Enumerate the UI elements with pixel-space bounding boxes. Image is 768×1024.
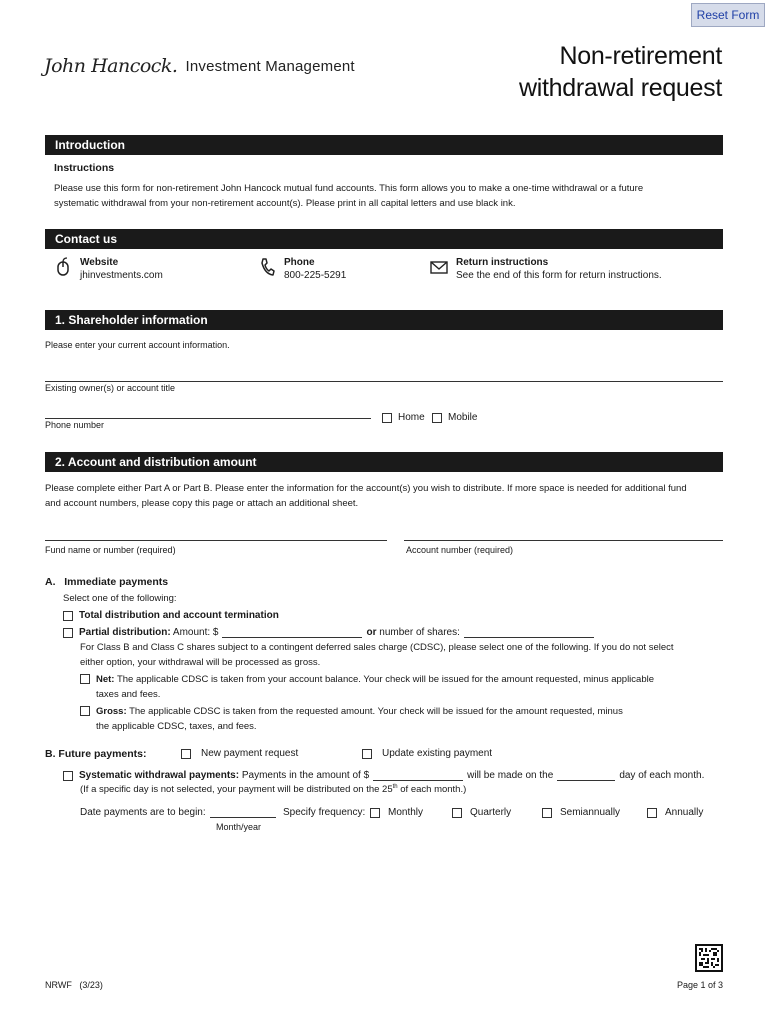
shareholder-info-header: 1. Shareholder information <box>45 310 723 330</box>
monthly-label: Monthly <box>388 807 424 818</box>
semiannually-option <box>542 807 620 818</box>
partial-distribution-checkbox[interactable] <box>63 628 73 638</box>
quarterly-option <box>452 807 511 818</box>
gross-label: Gross: <box>96 706 127 717</box>
page-number: Page 1 of 3 <box>676 980 723 990</box>
introduction-header: Introduction <box>45 135 723 155</box>
home-option <box>382 412 425 423</box>
date-begin-field[interactable] <box>210 807 276 818</box>
account-field[interactable] <box>404 540 723 541</box>
net-text1: The applicable CDSC is taken from your account balance. Your check will be issued for the amount requested, minus applicable <box>114 674 654 685</box>
update-payment-label: Update existing payment <box>382 748 493 759</box>
section2-intro-line2: and account numbers, please copy this page or attach an additional sheet. <box>45 498 359 509</box>
month-year-label: Month/year <box>216 822 262 832</box>
swp-note <box>80 784 466 795</box>
instructions-line2: systematic withdrawal from your non-retirement account(s). Please print in all capital letters and use black ink. <box>54 198 516 209</box>
new-payment-label: New payment request <box>201 748 299 759</box>
cdsc-line1: For Class B and Class C shares subject to a contingent deferred sales charge (CDSC), please select one of the following. If you do not select <box>80 642 674 653</box>
mobile-option <box>432 412 477 423</box>
website-link[interactable]: jhinvestments.com <box>80 270 163 281</box>
owner-label: Existing owner(s) or account title <box>45 383 176 393</box>
semiannually-label: Semiannually <box>560 807 621 818</box>
contact-us-header: Contact us <box>45 229 723 249</box>
home-label: Home <box>398 412 425 423</box>
contact-website <box>54 256 163 283</box>
phone-icon <box>258 256 276 278</box>
monthly-checkbox[interactable] <box>370 808 380 818</box>
swp-checkbox[interactable] <box>63 771 73 781</box>
swp-note-sup: th <box>392 784 398 790</box>
partial-or: or <box>366 627 377 638</box>
swp-option <box>63 770 704 781</box>
cdsc-note <box>80 640 720 670</box>
quarterly-checkbox[interactable] <box>452 808 462 818</box>
swp-end-label: day of each month. <box>619 770 705 781</box>
title-line2: withdrawal request <box>518 74 722 102</box>
part-a-select: Select one of the following: <box>63 593 177 604</box>
account-label: Account number (required) <box>406 545 514 555</box>
website-label: Website <box>80 257 119 268</box>
swp-amount-label: Payments in the amount of $ <box>239 770 370 781</box>
partial-distribution-label: Partial distribution: <box>79 627 171 638</box>
title-line1: Non-retirement <box>559 42 722 70</box>
update-payment-checkbox[interactable] <box>362 749 372 759</box>
monthly-option <box>370 807 423 818</box>
gross-text2: the applicable CDSC, taxes, and fees. <box>96 721 257 732</box>
section2-intro-line1: Please complete either Part A or Part B. Please enter the information for the account(s) you wish to distribute. If more space is needed for additional fund <box>45 483 687 494</box>
net-text2: taxes and fees. <box>96 689 161 700</box>
document-title <box>519 40 722 104</box>
annually-option <box>647 807 703 818</box>
account-distribution-header: 2. Account and distribution amount <box>45 452 723 472</box>
barcode-icon <box>695 944 723 972</box>
swp-note-b: of each month.) <box>397 784 467 796</box>
partial-shares-field[interactable] <box>464 627 594 638</box>
contact-phone <box>258 256 346 283</box>
total-distribution-label: Total distribution and account termination <box>79 610 279 621</box>
mobile-label: Mobile <box>448 412 478 423</box>
return-label: Return instructions <box>456 257 549 268</box>
date-begin-row <box>80 807 276 818</box>
gross-checkbox[interactable] <box>80 706 90 716</box>
logo-script: John Hancock. <box>44 55 178 77</box>
net-option <box>80 672 710 702</box>
net-label: Net: <box>96 674 115 685</box>
total-distribution-checkbox[interactable] <box>63 611 73 621</box>
shareholder-intro: Please enter your current account information. <box>45 340 230 350</box>
logo-text: Investment Management <box>185 57 355 75</box>
quarterly-label: Quarterly <box>470 807 512 818</box>
cdsc-line2: either option, your withdrawal will be processed as gross. <box>80 657 321 668</box>
swp-mid-label: will be made on the <box>467 770 554 781</box>
update-payment-option <box>362 748 492 759</box>
partial-shares-label: number of shares: <box>376 627 460 638</box>
phone-field[interactable] <box>45 418 371 419</box>
gross-text1: The applicable CDSC is taken from the requested amount. Your check will be issued for the amount requested, minus <box>126 706 623 717</box>
swp-note-a: (If a specific day is not selected, your payment will be distributed on the 25 <box>80 784 393 796</box>
swp-amount-field[interactable] <box>373 770 463 781</box>
partial-distribution-option <box>63 627 594 638</box>
mobile-checkbox[interactable] <box>432 413 442 423</box>
contact-return <box>430 256 662 283</box>
swp-label: Systematic withdrawal payments: <box>79 770 240 781</box>
annually-label: Annually <box>665 807 704 818</box>
new-payment-option <box>181 748 298 759</box>
new-payment-checkbox[interactable] <box>181 749 191 759</box>
part-b-title: B. Future payments: <box>45 748 147 760</box>
partial-amount-field[interactable] <box>222 627 362 638</box>
gross-option <box>80 704 710 734</box>
date-begin-label: Date payments are to begin: <box>80 807 206 818</box>
phone-number: 800-225-5291 <box>284 270 347 281</box>
phone-label: Phone <box>284 257 315 268</box>
semiannually-checkbox[interactable] <box>542 808 552 818</box>
partial-amount-label: Amount: $ <box>170 627 219 638</box>
fund-field[interactable] <box>45 540 387 541</box>
john-hancock-logo <box>44 46 355 86</box>
instructions-text <box>54 181 724 211</box>
instructions-heading: Instructions <box>54 162 115 174</box>
form-code: NRWF (3/23) <box>45 980 103 990</box>
frequency-label: Specify frequency: <box>283 807 366 818</box>
part-a-title: A. Immediate payments <box>45 576 169 588</box>
home-checkbox[interactable] <box>382 413 392 423</box>
phone-field-label: Phone number <box>45 420 105 430</box>
mouse-icon <box>54 256 72 278</box>
envelope-icon <box>430 256 448 278</box>
instructions-line1: Please use this form for non-retirement John Hancock mutual fund accounts. This form allows you to make a one-time withdrawal or a future <box>54 183 644 194</box>
fund-label: Fund name or number (required) <box>45 545 176 555</box>
owner-field[interactable] <box>45 381 723 382</box>
net-checkbox[interactable] <box>80 674 90 684</box>
return-text: See the end of this form for return instructions. <box>456 270 662 281</box>
reset-form-button[interactable]: Reset Form <box>691 3 765 27</box>
swp-day-field[interactable] <box>557 770 615 781</box>
annually-checkbox[interactable] <box>647 808 657 818</box>
section2-intro <box>45 481 725 511</box>
total-distribution-option <box>63 610 279 621</box>
